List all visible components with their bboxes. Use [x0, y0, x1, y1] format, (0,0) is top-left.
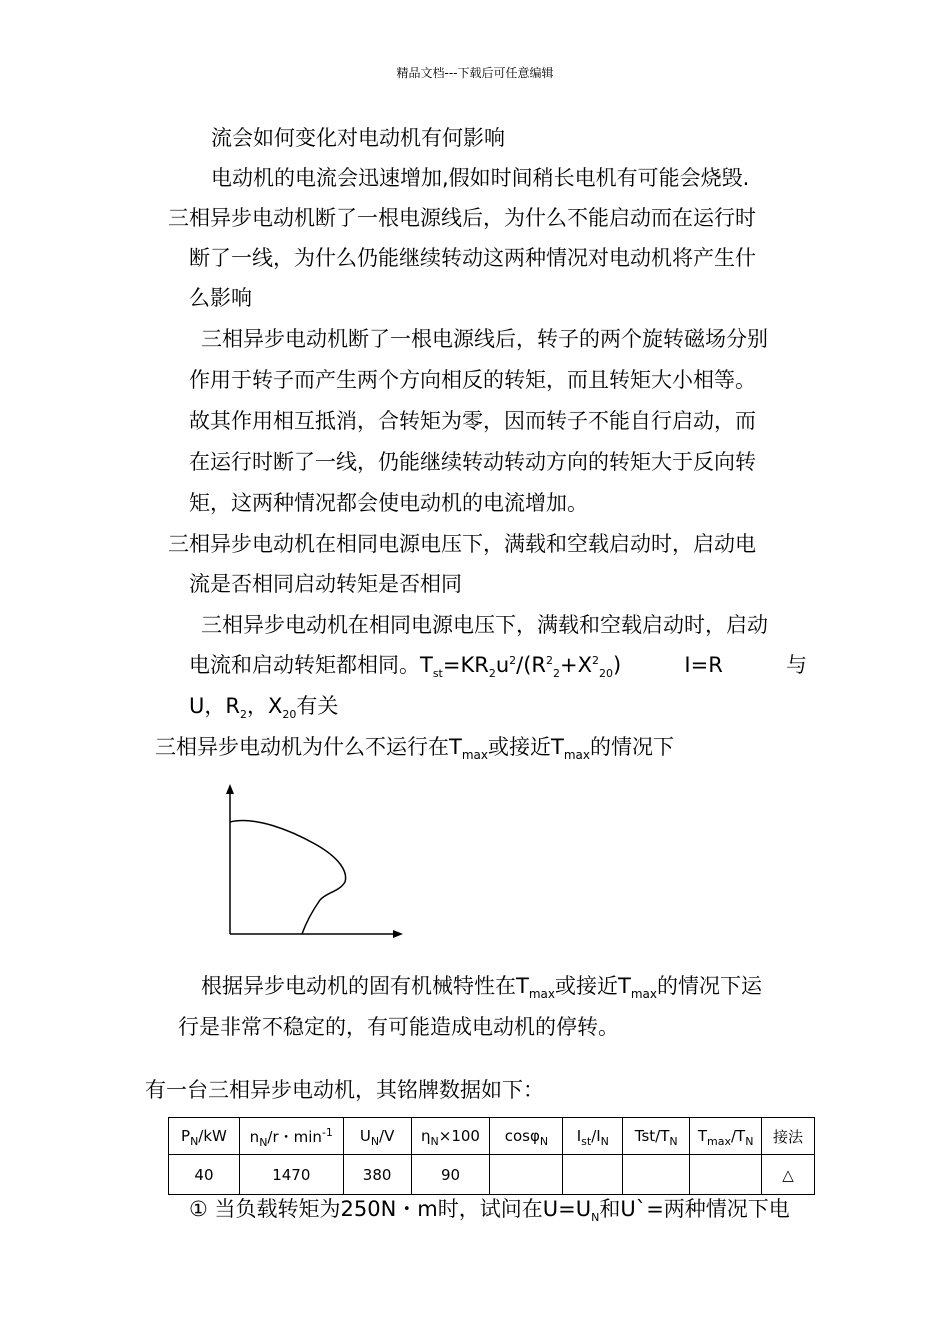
value-cell: 40: [169, 1155, 240, 1195]
x-axis-arrow: [393, 930, 403, 938]
question-line: ① 当负载转矩为250N・m时，试问在$U=U_N$和U`=两种情况下电: [189, 1197, 790, 1225]
answer-line: 作用于转子而产生两个方向相反的转矩，而且转矩大小相等。: [189, 368, 756, 392]
formula-current: I=R: [684, 653, 723, 677]
value-cell: 380: [343, 1155, 411, 1195]
question-line: 么影响: [189, 286, 252, 310]
value-cell: [490, 1155, 563, 1195]
answer-line: 根据异步电动机的固有机械特性在$T_{max}$或接近$T_{max}$的情况下运: [201, 974, 762, 1002]
question-line: 三相异步电动机为什么不运行在$T_{max}$或接近$T_{max}$的情况下: [155, 735, 674, 763]
value-cell: △: [762, 1155, 815, 1195]
question-line: 断了一线，为什么仍能继续转动这两种情况对电动机将产生什: [189, 246, 756, 270]
header-cell: $P_N/kW$: [169, 1118, 240, 1155]
header-cell: 接法: [762, 1118, 815, 1155]
question-line: 三相异步电动机在相同电源电压下，满载和空载启动时，启动电: [168, 532, 756, 556]
table-header-row: [169, 1118, 815, 1155]
nameplate-table: [168, 1117, 815, 1195]
text-line: 流会如何变化对电动机有何影响: [211, 126, 505, 150]
formula-line: [189, 651, 807, 679]
question-line: 流是否相同启动转矩是否相同: [189, 572, 462, 596]
answer-line: 三相异步电动机在相同电源电压下，满载和空载启动时，启动: [201, 613, 768, 637]
torque-speed-curve: [230, 821, 346, 934]
header-cell: $I_{st}/I_N$: [563, 1118, 623, 1155]
value-cell: [623, 1155, 690, 1195]
table-row: [169, 1155, 815, 1195]
question-line: 三相异步电动机断了一根电源线后，为什么不能启动而在运行时: [168, 206, 756, 230]
answer-line: 在运行时断了一线，仍能继续转动转动方向的转矩大于反向转: [189, 450, 756, 474]
header-cell: $n_N/r$・$\min^{-1}$: [239, 1118, 343, 1155]
formula-text: 电流和启动转矩都相同。$T_{st}=KR_2u^2/(R^2_2+X^2_{20})$: [189, 653, 622, 681]
header-cell: cosφ$_N$: [490, 1118, 563, 1155]
page-header: 精品文档---下载后可任意编辑: [396, 66, 554, 80]
header-cell: $\eta_N\times 100$: [411, 1118, 490, 1155]
formula-and: 与: [786, 653, 807, 677]
value-cell: 1470: [239, 1155, 343, 1195]
value-cell: [563, 1155, 623, 1195]
formula-line: U，$R_2$，$X_{20}$有关: [189, 694, 339, 722]
header-cell: $U_N/V$: [343, 1118, 411, 1155]
header-cell: $T_{max}/T_N$: [690, 1118, 762, 1155]
y-axis-arrow: [226, 784, 234, 794]
answer-line: 三相异步电动机断了一根电源线后，转子的两个旋转磁场分别: [201, 327, 768, 351]
mechanical-characteristic-diagram: [215, 780, 410, 945]
text-line: 电动机的电流会迅速增加,假如时间稍长电机有可能会烧毁.: [211, 166, 750, 190]
answer-line: 故其作用相互抵消，合转矩为零，因而转子不能自行启动，而: [189, 409, 756, 433]
question-line: 有一台三相异步电动机，其铭牌数据如下：: [145, 1078, 544, 1102]
value-cell: [690, 1155, 762, 1195]
answer-line: 行是非常不稳定的，有可能造成电动机的停转。: [178, 1015, 619, 1039]
header-cell: Tst/$T_N$: [623, 1118, 690, 1155]
value-cell: 90: [411, 1155, 490, 1195]
answer-line: 矩，这两种情况都会使电动机的电流增加。: [189, 491, 588, 515]
